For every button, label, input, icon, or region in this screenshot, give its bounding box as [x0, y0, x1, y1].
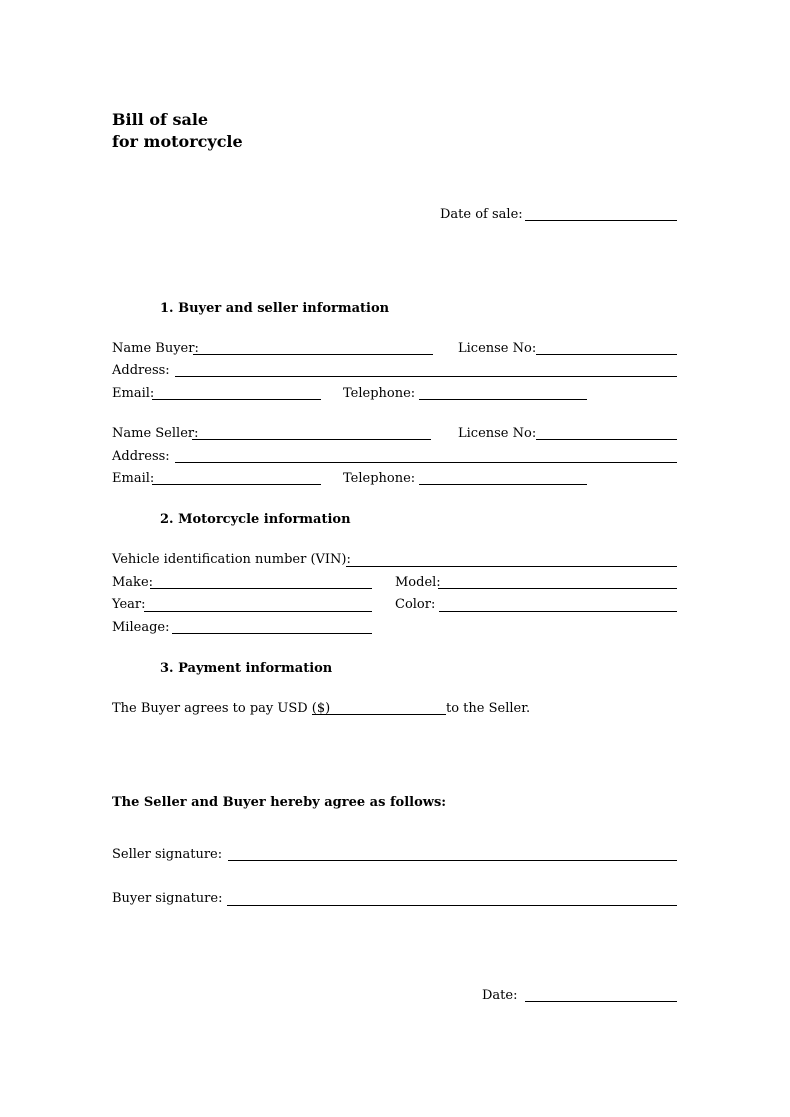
seller-telephone-label: Telephone: — [343, 471, 416, 486]
seller-email-field[interactable] — [152, 484, 321, 485]
seller-name-field[interactable] — [192, 439, 431, 440]
seller-email-label: Email: — [112, 471, 155, 486]
agreement-heading: The Seller and Buyer hereby agree as follows: — [112, 795, 447, 810]
date-of-sale-field[interactable] — [525, 220, 677, 221]
date-of-sale-label: Date of sale: — [440, 207, 523, 222]
year-label: Year: — [112, 597, 146, 612]
vin-field[interactable] — [346, 566, 677, 567]
buyer-signature-field[interactable] — [227, 905, 677, 906]
buyer-license-field[interactable] — [536, 354, 677, 355]
document-title-line2: for motorcycle — [112, 132, 243, 151]
buyer-license-label: License No: — [458, 341, 537, 356]
section3-heading: 3. Payment information — [160, 661, 333, 676]
mileage-field[interactable] — [172, 633, 372, 634]
payment-suffix: to the Seller. — [446, 701, 531, 716]
mileage-label: Mileage: — [112, 620, 170, 635]
seller-name-label: Name Seller: — [112, 426, 199, 441]
section2-heading: 2. Motorcycle information — [160, 512, 351, 527]
seller-license-field[interactable] — [536, 439, 677, 440]
model-label: Model: — [395, 575, 441, 590]
make-label: Make: — [112, 575, 154, 590]
color-label: Color: — [395, 597, 436, 612]
model-field[interactable] — [438, 588, 677, 589]
seller-signature-field[interactable] — [228, 860, 677, 861]
buyer-name-label: Name Buyer: — [112, 341, 199, 356]
vin-label: Vehicle identification number (VIN): — [112, 552, 351, 567]
color-field[interactable] — [439, 611, 677, 612]
seller-telephone-field[interactable] — [419, 484, 587, 485]
buyer-signature-label: Buyer signature: — [112, 891, 223, 906]
year-field[interactable] — [144, 611, 372, 612]
section1-heading: 1. Buyer and seller information — [160, 301, 390, 316]
buyer-address-label: Address: — [112, 363, 170, 378]
document-title-line1: Bill of sale — [112, 110, 209, 129]
buyer-name-field[interactable] — [193, 354, 433, 355]
buyer-telephone-label: Telephone: — [343, 386, 416, 401]
buyer-telephone-field[interactable] — [419, 399, 587, 400]
seller-address-field[interactable] — [175, 462, 677, 463]
date-label: Date: — [482, 988, 518, 1003]
buyer-address-field[interactable] — [175, 376, 677, 377]
payment-amount-field[interactable] — [312, 714, 446, 715]
payment-prefix: The Buyer agrees to pay USD ($) — [112, 701, 331, 716]
seller-address-label: Address: — [112, 449, 170, 464]
seller-signature-label: Seller signature: — [112, 847, 223, 862]
buyer-email-label: Email: — [112, 386, 155, 401]
make-field[interactable] — [150, 588, 372, 589]
buyer-email-field[interactable] — [152, 399, 321, 400]
date-field[interactable] — [525, 1001, 677, 1002]
seller-license-label: License No: — [458, 426, 537, 441]
